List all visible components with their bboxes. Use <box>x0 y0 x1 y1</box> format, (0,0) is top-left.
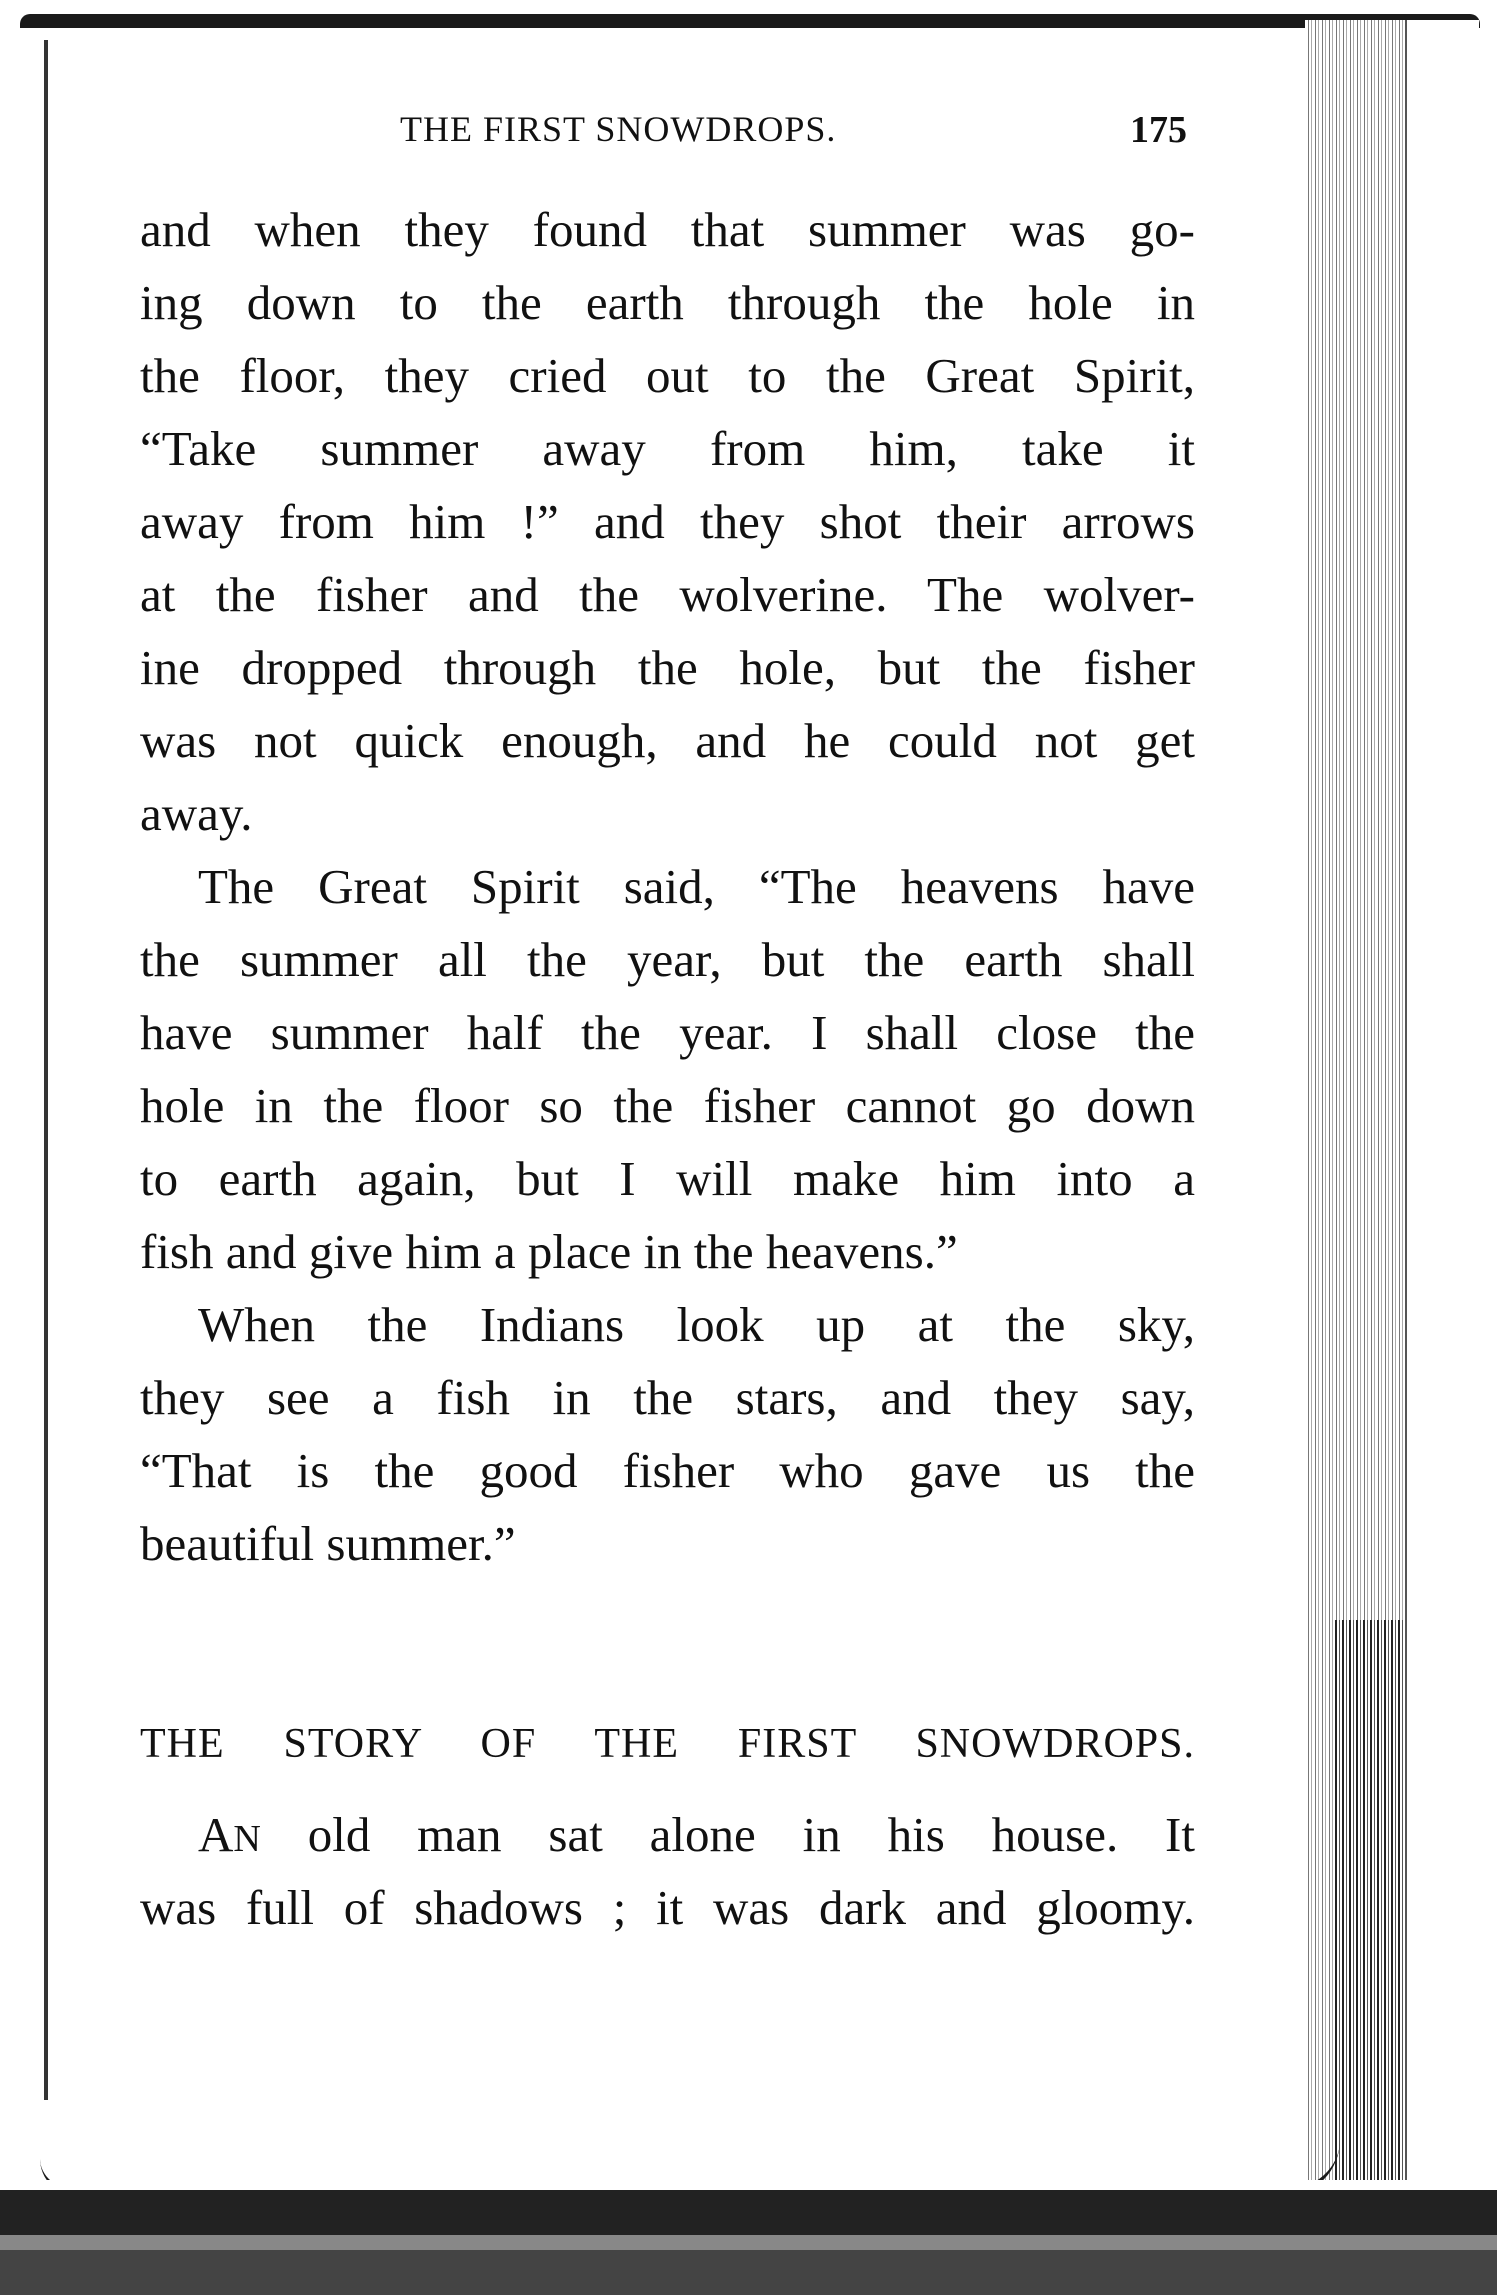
page-left-edge <box>44 40 48 2100</box>
text-line: the summer all the year, but the earth shall <box>140 932 1195 987</box>
text-line: to earth again, but I will make him into a <box>140 1151 1195 1206</box>
text-line: was not quick enough, and he could not get <box>140 713 1195 768</box>
text-line: fish and give him a place in the heavens.” <box>140 1224 958 1279</box>
page-stack-edge <box>1305 20 1405 2195</box>
page-bottom-edge <box>0 2180 1497 2295</box>
text-span: old man sat alone in his house. It <box>307 1807 1195 1862</box>
opening-capital <box>198 1807 261 1862</box>
running-title: THE FIRST SNOWDROPS. <box>400 109 837 149</box>
text-line: at the fisher and the wolverine. The wolver- <box>140 567 1195 622</box>
text-line: was full of shadows ; it was dark and gloomy. <box>140 1880 1195 1935</box>
page-top-edge <box>20 14 1480 28</box>
text-line: away from him !” and they shot their arrows <box>140 494 1195 549</box>
text-line: ine dropped through the hole, but the fisher <box>140 640 1195 695</box>
text-line: “Take summer away from him, take it <box>140 421 1195 476</box>
text-line: When the Indians look up at the sky, <box>198 1297 1195 1352</box>
text-line: have summer half the year. I shall close the <box>140 1005 1195 1060</box>
text-line: they see a fish in the stars, and they say, <box>140 1370 1195 1425</box>
text-line: The Great Spirit said, “The heavens have <box>198 859 1195 914</box>
section-heading: THE STORY OF THE FIRST SNOWDROPS. <box>140 1721 1195 1767</box>
text-line: the floor, they cried out to the Great Spirit, <box>140 348 1195 403</box>
page-number: 175 <box>1130 109 1187 151</box>
page-header <box>400 108 1200 158</box>
text-line: beautiful summer.” <box>140 1516 516 1571</box>
text-line: and when they found that summer was go- <box>140 202 1195 257</box>
text-line: hole in the floor so the fisher cannot go down <box>140 1078 1195 1133</box>
text-line: “That is the good fisher who gave us the <box>140 1443 1195 1498</box>
opening-small-caps: N <box>233 1818 261 1860</box>
text-line <box>198 1805 1195 1869</box>
opening-capital-letter: A <box>198 1807 234 1862</box>
text-line: away. <box>140 786 253 841</box>
page-right-margin <box>1405 20 1479 2195</box>
text-line: ing down to the earth through the hole in <box>140 275 1195 330</box>
page-stack-shadow <box>1335 1620 1405 2195</box>
